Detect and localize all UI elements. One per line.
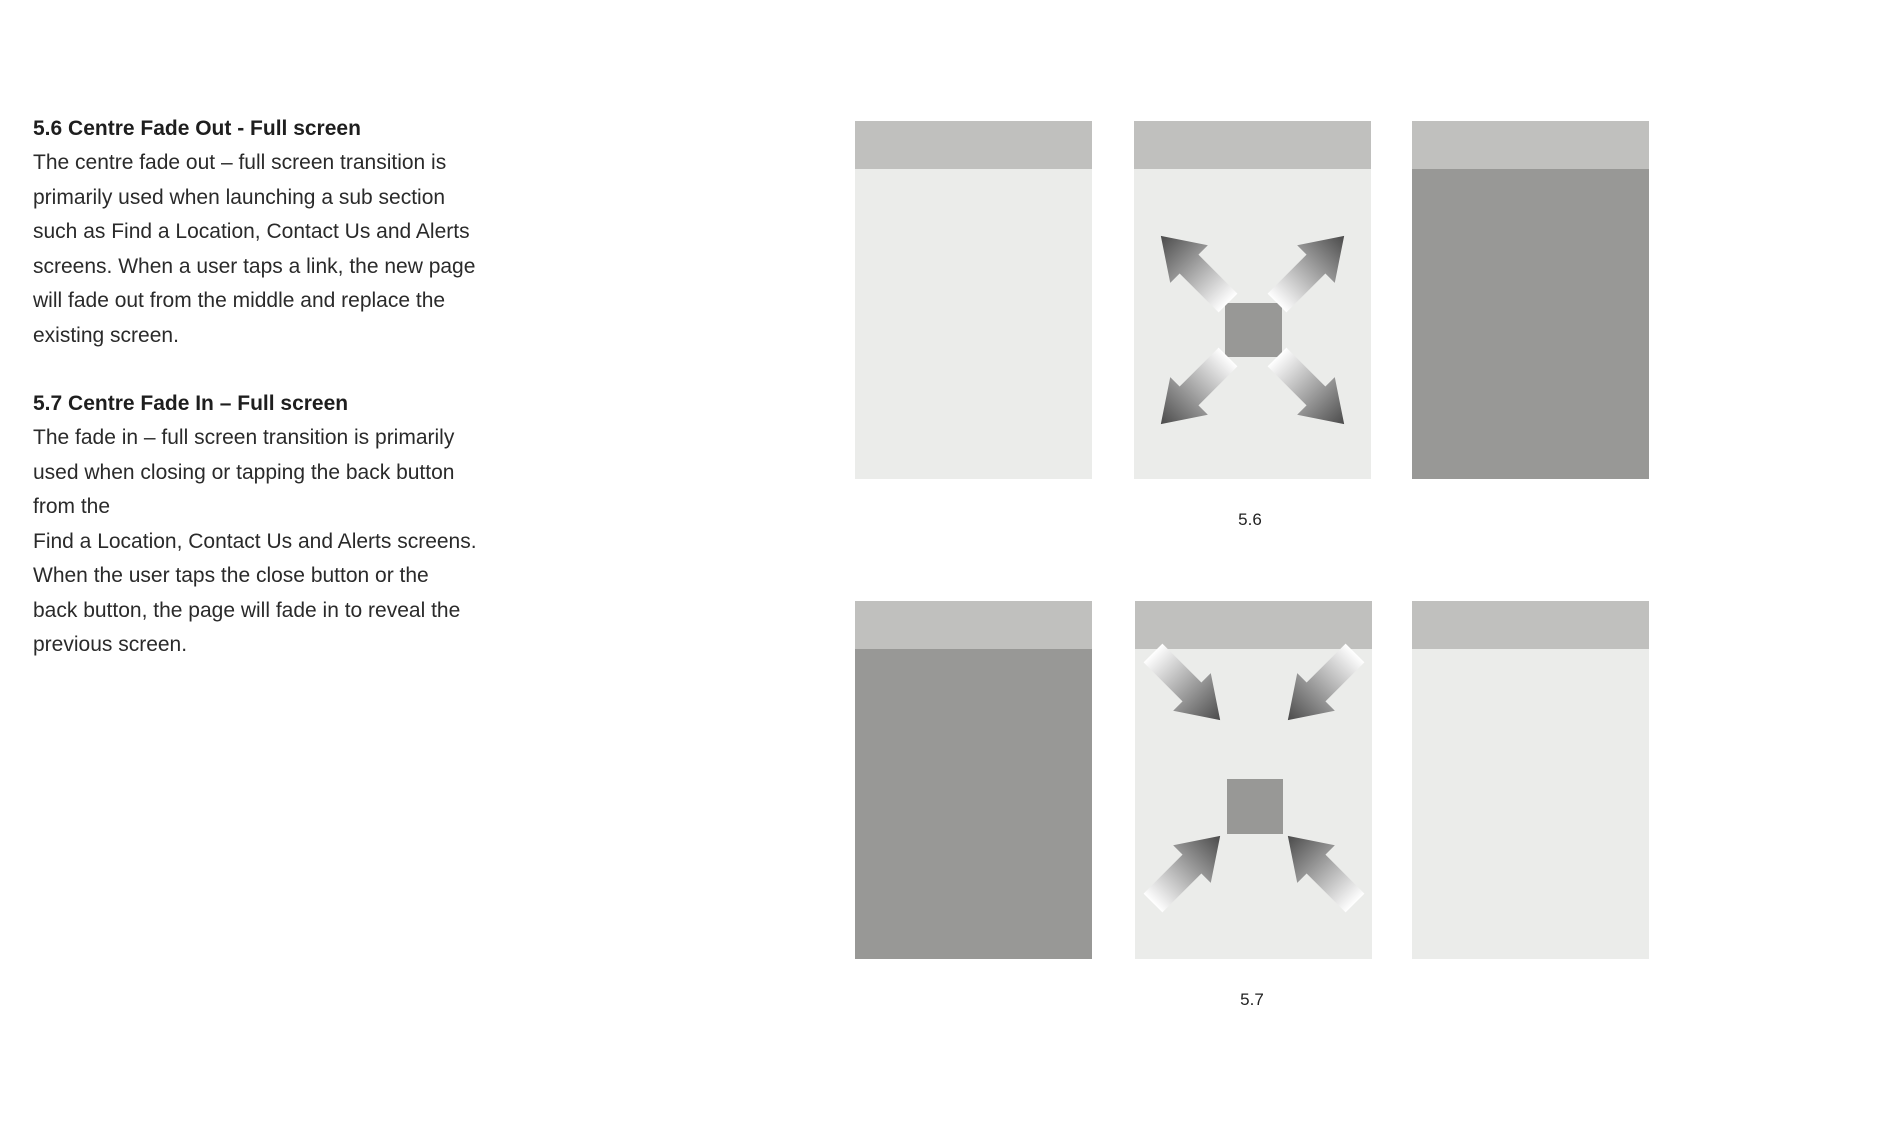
body-line: will fade out from the middle and replace the xyxy=(33,289,446,312)
arrow-in-bottom-left-icon xyxy=(1135,817,1239,922)
screen-5-6-after xyxy=(1412,121,1649,479)
arrow-in-bottom-right-icon xyxy=(1269,817,1372,922)
section-body-5-7 xyxy=(33,421,503,663)
body-line: such as Find a Location, Contact Us and Alerts xyxy=(33,220,470,243)
body-line: from the xyxy=(33,495,111,518)
content-fill xyxy=(855,649,1092,959)
arrow-in-top-left-icon xyxy=(1135,634,1239,739)
section-title-5-7: 5.7 Centre Fade In – Full screen xyxy=(33,392,349,415)
body-line: back button, the page will fade in to reveal the xyxy=(33,598,461,622)
content-fill xyxy=(1412,169,1649,479)
fade-in-arrows-icon xyxy=(1135,601,1372,959)
header-bar xyxy=(855,601,1092,649)
caption-5-6: 5.6 xyxy=(1238,510,1262,529)
fade-out-arrows-icon xyxy=(1134,121,1371,479)
body-line: primarily used when launching a sub section xyxy=(33,185,446,209)
screen-5-7-after xyxy=(1412,601,1649,959)
caption-5-7: 5.7 xyxy=(1240,990,1264,1009)
body-line: existing screen. xyxy=(33,323,179,347)
center-square xyxy=(1225,303,1282,357)
header-bar xyxy=(855,121,1092,169)
body-line: used when closing or tapping the back button xyxy=(33,460,455,484)
section-title-5-6: 5.6 Centre Fade Out - Full screen xyxy=(33,117,361,140)
screen-5-6-before xyxy=(855,121,1092,479)
arrow-in-top-right-icon xyxy=(1269,634,1372,739)
header-bar xyxy=(1412,601,1649,649)
body-line: previous screen. xyxy=(33,633,188,656)
body-line: Find a Location, Contact Us and Alerts screens. xyxy=(33,529,477,553)
screen-5-7-transition xyxy=(1135,601,1372,959)
center-square xyxy=(1227,779,1283,834)
header-bar xyxy=(1412,121,1649,169)
screen-5-6-transition xyxy=(1134,121,1371,479)
screen-5-7-before xyxy=(855,601,1092,959)
description-column xyxy=(33,112,503,663)
body-line: The fade in – full screen transition is primarily xyxy=(33,426,455,449)
body-line: screens. When a user taps a link, the new page xyxy=(33,254,476,278)
body-line: The centre fade out – full screen transition is xyxy=(33,151,447,174)
section-body-5-6 xyxy=(33,146,503,353)
section-spacer xyxy=(33,353,503,387)
body-line: When the user taps the close button or the xyxy=(33,564,429,587)
